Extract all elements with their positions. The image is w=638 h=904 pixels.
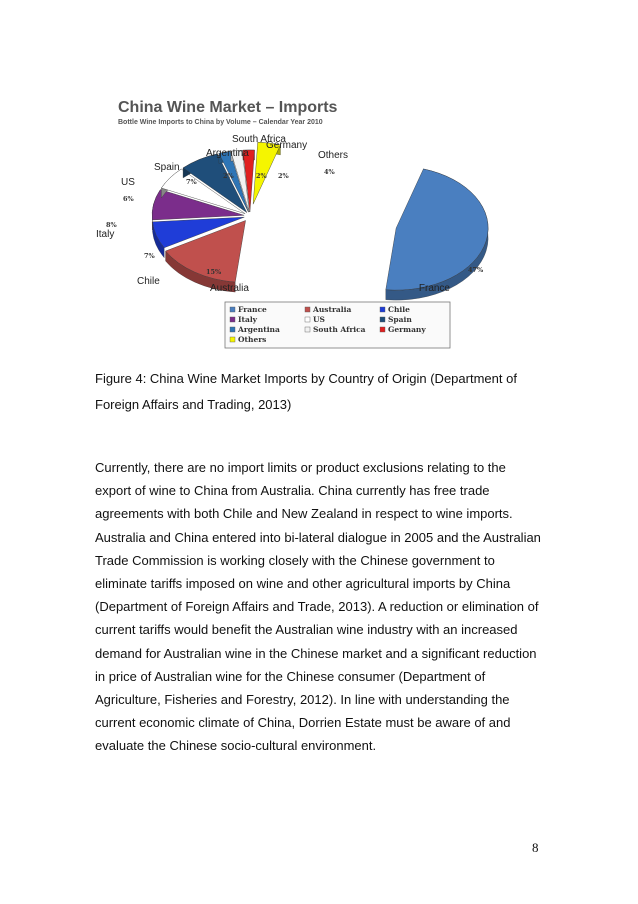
slice-label-south-africa: South Africa <box>232 134 286 145</box>
chart-subtitle: Bottle Wine Imports to China by Volume – Calendar Year 2010 <box>118 119 323 126</box>
legend-label-france: France <box>238 305 267 314</box>
data-label-us: 6% <box>123 195 134 203</box>
data-label-argentina: 2% <box>223 172 234 180</box>
data-label-chile: 7% <box>144 252 155 260</box>
slice-label-spain: Spain <box>154 162 180 173</box>
legend-swatch-us <box>305 317 310 322</box>
slice-france <box>386 169 488 300</box>
data-label-germany: 2% <box>278 172 289 180</box>
legend-swatch-spain <box>380 317 385 322</box>
data-label-italy: 8% <box>106 221 117 229</box>
data-label-south-africa: 2% <box>256 172 267 180</box>
body-paragraph: Currently, there are no import limits or product exclusions relating to the export of wine to China from Australia. China currently has free trade agreements with both Chile and New Zealand in respect to wine imports. Australia and China entered into bi-lateral dialogue in 2005 and the Australian Trade Commission is working closely with the Chinese government to eliminate tariffs imposed on wine and other agricultural imports by China (Department of Foreign Affairs and Trade, 2013). A reduction or elimination of current tariffs would benefit the Australian wine industry with an increased demand for Australian wine in the Chinese market and a significant reduction in price of Australian wine for the Chinese consumer (Department of Agriculture, Fisheries and Forestry, 2012). In line with understanding the current economic climate of China, Dorrien Estate must be aware of and evaluate the Chinese socio-cultural environment. <box>95 460 541 754</box>
chart-figure <box>92 88 484 350</box>
legend-swatch-germany <box>380 327 385 332</box>
slice-label-australia: Australia <box>210 283 249 294</box>
data-label-spain: 7% <box>186 178 197 186</box>
figure-caption: Figure 4: China Wine Market Imports by Country of Origin (Department of Foreign Affairs and Trading, 2013) <box>95 371 517 412</box>
slice-label-france: France <box>418 283 450 294</box>
slice-label-others: Others <box>318 150 349 161</box>
data-label-others: 4% <box>324 168 335 176</box>
legend-swatch-argentina <box>230 327 235 332</box>
legend-label-italy: Italy <box>238 315 258 324</box>
legend-label-us: US <box>313 315 325 324</box>
slice-label-us: US <box>121 177 135 188</box>
legend-label-spain: Spain <box>388 315 412 324</box>
slice-label-italy: Italy <box>96 229 115 240</box>
legend-swatch-italy <box>230 317 235 322</box>
legend-label-germany: Germany <box>388 325 426 334</box>
legend-label-south-africa: South Africa <box>313 325 366 334</box>
data-label-australia: 15% <box>206 268 222 276</box>
legend-label-australia: Australia <box>313 305 352 314</box>
legend-swatch-australia <box>305 307 310 312</box>
legend-label-argentina: Argentina <box>238 325 280 334</box>
legend-swatch-chile <box>380 307 385 312</box>
pie-chart <box>92 88 484 350</box>
slice-label-germany: Germany <box>266 140 308 151</box>
slice-label-chile: Chile <box>137 276 160 287</box>
chart-title: China Wine Market – Imports <box>118 99 338 116</box>
page-number: 8 <box>532 840 539 855</box>
data-label-france: 47% <box>468 266 484 274</box>
legend-label-chile: Chile <box>388 305 410 314</box>
legend-swatch-france <box>230 307 235 312</box>
legend-label-others: Others <box>238 335 267 344</box>
slice-label-argentina: Argentina <box>206 148 249 159</box>
legend-swatch-others <box>230 337 235 342</box>
legend-swatch-south-africa <box>305 327 310 332</box>
